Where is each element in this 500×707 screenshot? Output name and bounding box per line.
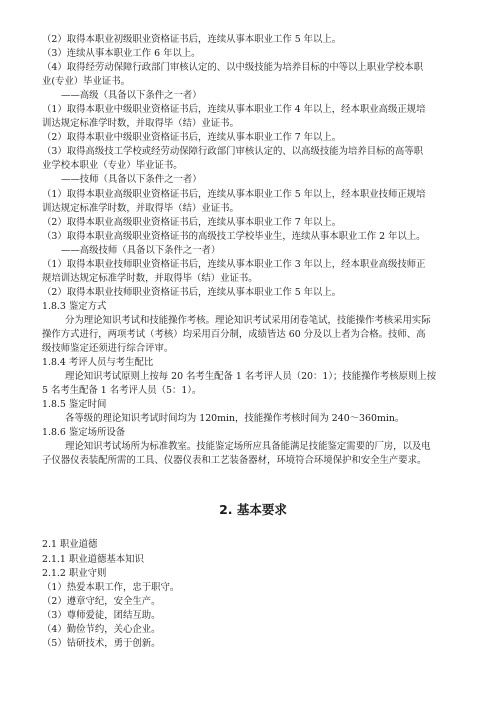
text-line: 2.1.2 职业守则: [42, 567, 107, 579]
text-line: （3）尊师爱徒，团结互助。: [42, 609, 161, 621]
text-line: 2.1.1 职业道德基本知识: [42, 553, 144, 565]
text-line: （1）取得本职业高级职业资格证书后，连续从事本职业工作 5 年以上，经本职业技师正规培: [42, 188, 426, 200]
bottom-paragraphs: [42, 538, 464, 650]
text-line: 2.1 职业道德: [42, 539, 98, 551]
text-line: 分为理论知识考试和技能操作考核。理论知识考试采用闭卷笔试，技能操作考核采用实际: [65, 314, 431, 326]
text-line: 各等级的理论知识考试时间均为 120min，技能操作考核时间为 240～360min。: [65, 413, 405, 425]
text-line: 业(专业）毕业证书。: [42, 76, 131, 88]
text-line: （2）取得本职业中级职业资格证书后，连续从事本职业工作 7 年以上。: [42, 132, 342, 144]
text-line: ——高级技师（具备以下条件之一者）: [61, 244, 221, 256]
text-line: （2）遵章守纪，安全生产。: [42, 595, 161, 607]
text-line: （2）取得本职业初级职业资格证书后，连续从事本职业工作 5 年以上。: [42, 34, 342, 45]
text-line: 训达规定标准学时数，并取得毕（结）业证书。: [42, 118, 239, 130]
text-line: （1）取得本职业技师职业资格证书后，连续从事本职业工作 3 年以上，经本职业高级技师正: [42, 258, 426, 270]
text-line: 操作方式进行，两项考试（考核）均采用百分制，成绩皆达 60 分及以上者为合格。技师、高: [42, 328, 426, 340]
text-line: （4）取得经劳动保障行政部门审核认定的、以中级技能为培养目标的中等以上职业学校本职: [42, 62, 423, 74]
text-line: ——高级（具备以下条件之一者）: [61, 90, 202, 102]
text-line: 理论知识考试场所为标准教室。技能鉴定场所应具备能满足技能鉴定需要的厂房，以及电: [65, 441, 431, 453]
text-line: 规培训达规定标准学时数，并取得毕（结）业证书。: [42, 272, 258, 284]
text-line: 级技师鉴定还须进行综合评审。: [42, 343, 174, 355]
text-line: 子仪器仪表装配所需的工具、仪器仪表和工艺装备器材，环境符合环境保护和安全生产要求。: [42, 455, 427, 467]
text-line: 1.8.5 鉴定时间: [42, 399, 107, 411]
section-heading: 2. 基本要求: [219, 502, 287, 518]
text-line: （1）取得本职业中级职业资格证书后，连续从事本职业工作 4 年以上，经本职业高级正规培: [42, 104, 426, 116]
text-line: （3）连续从事本职业工作 6 年以上。: [42, 48, 201, 60]
text-line: ——技师（具备以下条件之一者）: [61, 174, 202, 186]
text-line: （3）取得本职业高级职业资格证书的高级技工学校毕业生，连续从事本职业工作 2 年以上。: [42, 230, 426, 242]
text-line: 1.8.3 鉴定方式: [42, 300, 107, 312]
text-line: 5 名考生配备 1 名考评人员（5：1）。: [42, 385, 202, 397]
text-line: 业学校本职业（专业）毕业证书。: [42, 160, 183, 172]
top-paragraphs: [42, 33, 464, 468]
text-line: （1）热爱本职工作，忠于职守。: [42, 581, 180, 593]
text-line: 1.8.6 鉴定场所设备: [42, 427, 126, 439]
document-body: [42, 33, 464, 651]
text-line: （4）勤俭节约，关心企业。: [42, 623, 161, 635]
text-line: （2）取得本职业技师职业资格证书后，连续从事本职业工作 5 年以上。: [42, 286, 342, 298]
text-line: （2）取得本职业高级职业资格证书后，连续从事本职业工作 7 年以上。: [42, 216, 342, 228]
text-line: （5）钻研技术，勇于创新。: [42, 637, 161, 649]
text-line: 1.8.4 考评人员与考生配比: [42, 357, 154, 369]
text-line: 理论知识考试原则上按每 20 名考生配备 1 名考评人员（20：1）；技能操作考核原则上按: [65, 371, 437, 383]
text-line: 训达规定标准学时数，并取得毕（结）业证书。: [42, 202, 239, 214]
text-line: （3）取得高级技工学校或经劳动保障行政部门审核认定的、以高级技能为培养目标的高等职: [42, 146, 423, 158]
